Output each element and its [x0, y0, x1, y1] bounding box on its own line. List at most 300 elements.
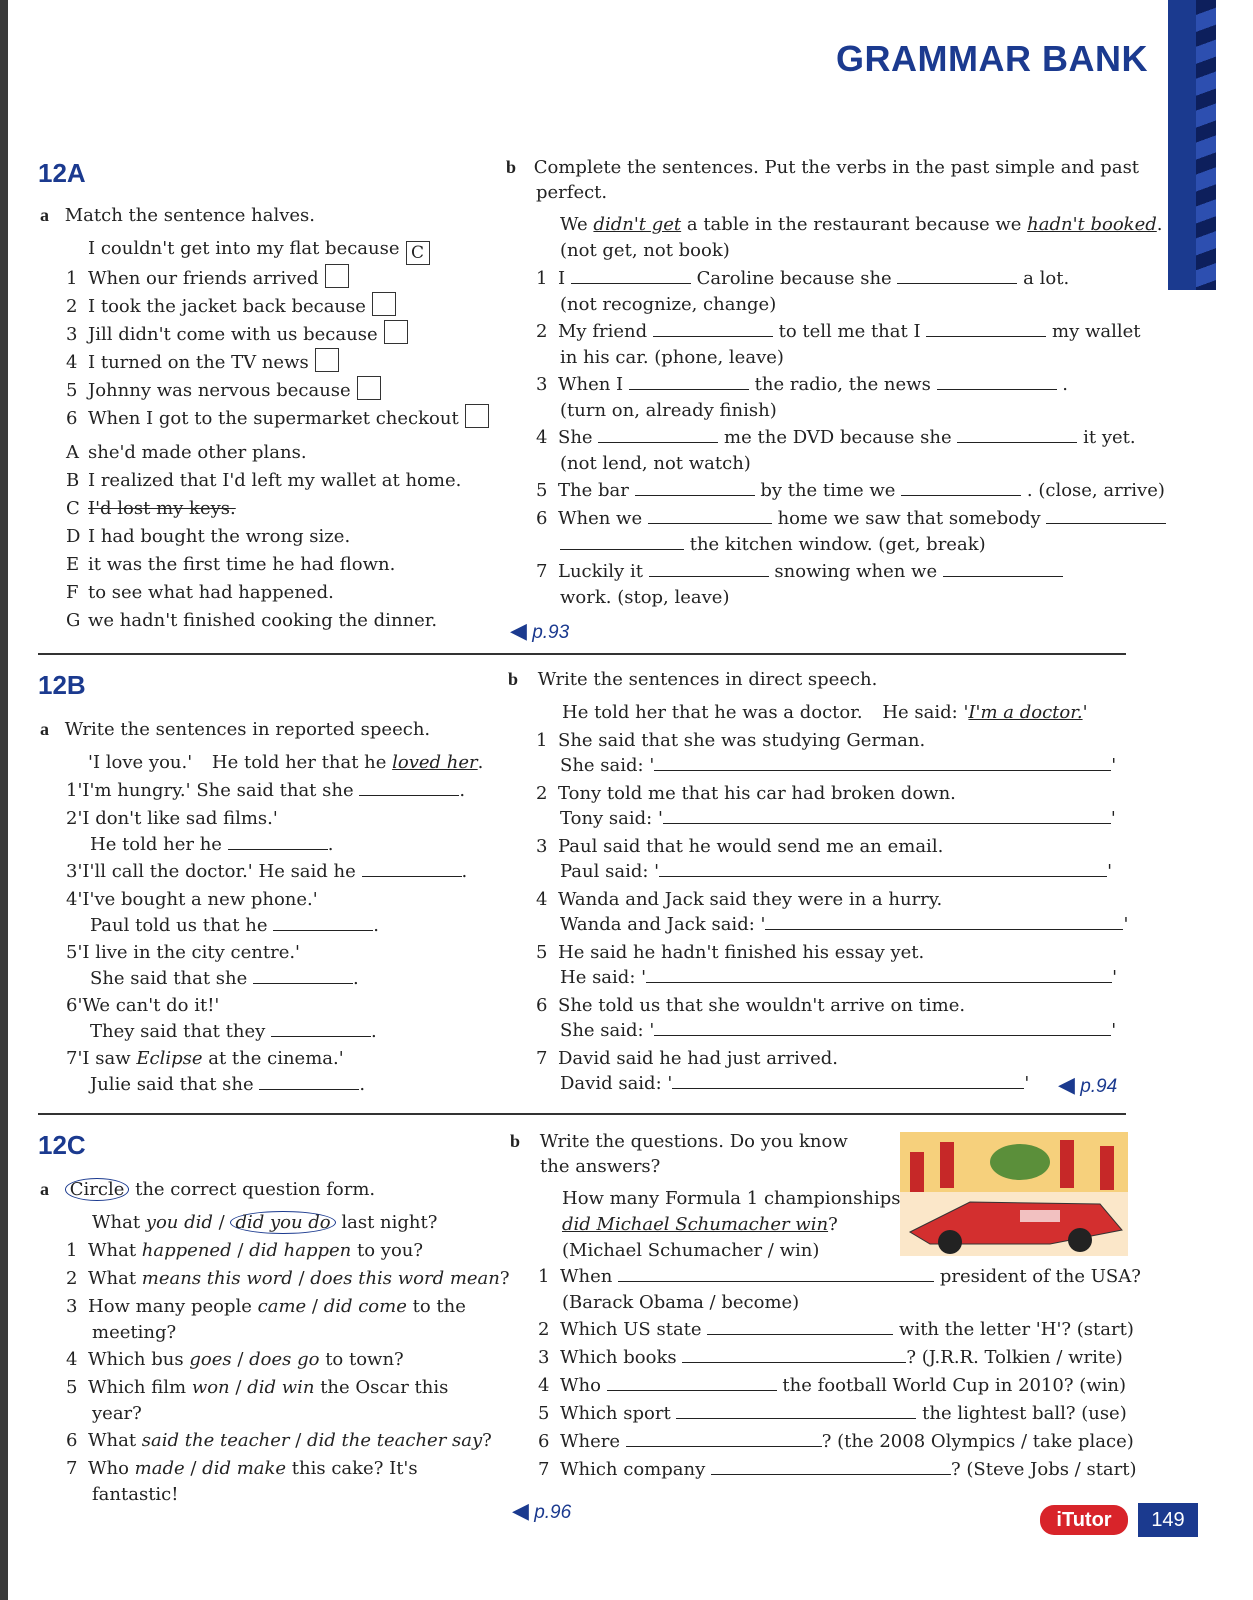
example-part: .	[1156, 214, 1163, 235]
item-text: What	[88, 1240, 137, 1261]
item-text: ?	[499, 1268, 510, 1289]
option-1: you did	[145, 1212, 213, 1233]
list-item	[536, 940, 924, 966]
item-text: How many people	[88, 1296, 252, 1317]
item-text: to you?	[356, 1240, 424, 1261]
answer-box[interactable]	[372, 292, 396, 316]
item-hint: (turn on, already finish)	[560, 400, 777, 421]
item-sentence: Wanda and Jack said they were in a hurry.	[558, 889, 943, 910]
item-text: He said he	[258, 861, 356, 882]
quote: 'I don't like sad films.'	[77, 808, 278, 829]
item-number: 7	[538, 1459, 550, 1480]
example-part: ?	[828, 1214, 838, 1235]
item-prompt: He said: '	[560, 967, 647, 988]
answer-blank[interactable]	[359, 779, 459, 796]
list-item: 5 Which film won / did win the Oscar this	[66, 1375, 448, 1401]
list-item	[536, 478, 1165, 504]
option-text: she'd made other plans.	[88, 442, 307, 463]
option-1[interactable]: made	[134, 1458, 185, 1479]
instruction-text: the correct question form.	[135, 1179, 376, 1200]
list-item: 1 What happened / did happen to you?	[66, 1238, 423, 1264]
circle-word: Circle	[65, 1178, 130, 1201]
option-1[interactable]: means this word	[141, 1268, 293, 1289]
answer-blank[interactable]	[629, 373, 749, 390]
list-item	[66, 806, 278, 832]
list-item	[538, 1401, 1127, 1427]
back-arrow-icon: ◀	[512, 1498, 529, 1523]
option-1[interactable]: said the teacher	[141, 1430, 290, 1451]
answer-blank[interactable]	[607, 1374, 777, 1391]
answer-box[interactable]	[325, 264, 349, 288]
list-item	[536, 728, 925, 754]
item-number: 3	[66, 324, 78, 345]
item-hint: in his car. (phone, leave)	[560, 347, 784, 368]
item-text: the Oscar this	[320, 1377, 449, 1398]
item-number: 1	[536, 730, 548, 751]
list-item	[536, 319, 1141, 345]
closing-quote: '	[1111, 755, 1117, 776]
answer-blank[interactable]	[937, 373, 1057, 390]
option-2[interactable]: did make	[202, 1458, 287, 1479]
answer-blank[interactable]	[711, 1458, 951, 1475]
exercise-label: a	[40, 1179, 49, 1199]
answer-blank[interactable]	[271, 1020, 371, 1037]
example-answer: loved her	[392, 752, 478, 773]
item-text: Where	[560, 1431, 621, 1452]
answer-box[interactable]	[315, 348, 339, 372]
option-letter: B	[66, 470, 80, 491]
answer-box[interactable]: C	[406, 241, 430, 265]
item-number: 5	[66, 942, 78, 963]
section-title-12a: 12A	[38, 158, 86, 188]
item-text: When I got to the supermarket checkout	[88, 408, 459, 429]
reference-text: p.96	[534, 1502, 572, 1523]
item-text: What	[88, 1430, 137, 1451]
option-1[interactable]: happened	[141, 1240, 232, 1261]
answer-blank[interactable]	[635, 479, 755, 496]
example-answer: hadn't booked	[1027, 214, 1157, 235]
list-item	[66, 524, 350, 550]
item-text-cont: meeting?	[92, 1322, 177, 1343]
list-item	[66, 264, 349, 292]
option-letter: F	[66, 582, 79, 603]
item-text: The bar	[558, 480, 629, 501]
answer-blank[interactable]	[654, 754, 1111, 771]
exercise-label: b	[508, 669, 519, 689]
answer-blank[interactable]	[659, 860, 1107, 877]
item-number: 6	[538, 1431, 550, 1452]
item-sentence: She said that she was studying German.	[558, 730, 926, 751]
answer-blank[interactable]	[663, 807, 1111, 824]
quote: 'I saw	[77, 1048, 137, 1069]
option-letter: A	[66, 442, 79, 463]
exercise-12c-a-example: What you did / did you do last night?	[92, 1212, 438, 1233]
answer-blank[interactable]	[228, 833, 328, 850]
item-text-cont: year?	[92, 1403, 142, 1424]
list-item	[66, 993, 219, 1019]
item-text: home we saw that somebody	[777, 508, 1041, 529]
list-item	[66, 608, 437, 634]
closing-quote: '	[1110, 808, 1116, 829]
item-text: When I	[558, 374, 624, 395]
quote: 'I'll call the doctor.'	[77, 861, 253, 882]
item-text: When we	[558, 508, 643, 529]
list-item: 6 What said the teacher / did the teacher say?	[66, 1428, 492, 1454]
formula1-illustration	[900, 1132, 1128, 1256]
section-divider	[38, 1113, 1126, 1115]
item-number: 5	[536, 480, 548, 501]
item-text: . (close, arrive)	[1026, 480, 1165, 501]
item-text: my wallet	[1052, 321, 1141, 342]
itutor-badge[interactable]: iTutor	[1040, 1505, 1128, 1535]
example-answer: didn't get	[593, 214, 682, 235]
item-text: Which bus	[88, 1349, 184, 1370]
quote: 'I live in the city centre.'	[77, 942, 301, 963]
item-text: I turned on the TV news	[88, 352, 309, 373]
option-1[interactable]: won	[191, 1377, 230, 1398]
list-item	[560, 912, 1128, 938]
item-text: a lot.	[1023, 268, 1070, 289]
list-item	[66, 348, 339, 376]
list-item	[562, 1290, 799, 1316]
option-2[interactable]: did happen	[249, 1240, 352, 1261]
quote: 'I'm hungry.'	[77, 780, 191, 801]
list-item	[536, 1046, 838, 1072]
list-item	[560, 532, 986, 558]
instruction-text: Write the questions. Do you know	[539, 1131, 848, 1152]
item-number: 4	[66, 1349, 78, 1370]
item-text: with the letter 'H'? (start)	[899, 1319, 1134, 1340]
answer-blank[interactable]	[957, 426, 1077, 443]
item-text: She	[558, 427, 593, 448]
option-text: it was the first time he had flown.	[88, 554, 396, 575]
list-item	[560, 859, 1112, 885]
option-1[interactable]: goes	[189, 1349, 232, 1370]
page-reference-12a[interactable]	[510, 618, 569, 644]
item-prompt: David said: '	[560, 1073, 673, 1094]
item-text: to town?	[325, 1349, 404, 1370]
option-2-circled: did you do	[230, 1211, 335, 1234]
item-number: 1	[66, 268, 78, 289]
answer-blank[interactable]	[654, 1019, 1111, 1036]
answer-blank[interactable]	[676, 1402, 916, 1419]
list-item: 4 Which bus goes / does go to town?	[66, 1347, 404, 1373]
exercise-12b-a-example	[88, 750, 483, 776]
item-number: 4	[536, 889, 548, 910]
list-item	[536, 781, 956, 807]
example-text: I couldn't get into my flat because	[88, 238, 400, 259]
list-item	[92, 1482, 179, 1508]
reference-text: p.94	[1080, 1076, 1118, 1097]
item-text: He told her he	[90, 834, 222, 855]
item-prompt: She said: '	[560, 755, 655, 776]
item-sentence: She told us that she wouldn't arrive on time.	[558, 995, 966, 1016]
list-item	[560, 451, 751, 477]
example-part: He told her that he was a doctor.	[562, 702, 863, 723]
item-prompt: Wanda and Jack said: '	[560, 914, 766, 935]
answer-blank[interactable]	[765, 913, 1123, 930]
list-item	[538, 1373, 1126, 1399]
list-item: They said that they .	[90, 1021, 377, 1042]
answer-blank[interactable]	[897, 267, 1017, 284]
item-text: by the time we	[760, 480, 896, 501]
item-text: I took the jacket back because	[88, 296, 366, 317]
option-text: I'd lost my keys.	[88, 498, 236, 519]
item-text: Which sport	[560, 1403, 671, 1424]
item-text: Caroline because she	[696, 268, 892, 289]
item-number: 6	[66, 1430, 78, 1451]
answer-blank[interactable]	[362, 860, 462, 877]
item-number: 2	[66, 1268, 78, 1289]
option-2[interactable]: did win	[247, 1377, 315, 1398]
closing-quote: '	[1024, 1073, 1030, 1094]
exercise-label: b	[510, 1131, 521, 1151]
example-answer: I'm a doctor.	[968, 702, 1083, 723]
item-text: president of the USA?	[939, 1266, 1141, 1287]
option-letter: G	[66, 610, 81, 631]
answer-box[interactable]	[465, 404, 489, 428]
answer-blank[interactable]	[571, 267, 691, 284]
item-number: 5	[66, 380, 78, 401]
list-item	[560, 1071, 1029, 1097]
answer-blank[interactable]	[253, 967, 353, 984]
option-2[interactable]: does this word mean	[310, 1268, 500, 1289]
item-number: 6	[536, 995, 548, 1016]
item-sentence: Tony told me that his car had broken down.	[558, 783, 956, 804]
instruction-text: Write the sentences in direct speech.	[537, 669, 878, 690]
item-number: 3	[536, 374, 548, 395]
item-text: She said that she	[90, 968, 248, 989]
item-number: 3	[538, 1347, 550, 1368]
answer-blank[interactable]	[646, 966, 1112, 983]
list-item	[66, 376, 381, 404]
page-reference-12c[interactable]	[512, 1498, 571, 1524]
list-item	[92, 1320, 176, 1346]
item-text: Which books	[560, 1347, 677, 1368]
exercise-12b-a-instruction	[40, 716, 430, 743]
list-item: 1'I'm hungry.' She said that she .	[66, 780, 466, 801]
exercise-12c-b-example-answer	[562, 1212, 838, 1238]
list-item	[560, 753, 1116, 779]
answer-blank[interactable]	[682, 1346, 906, 1363]
closing-quote: '	[1107, 861, 1113, 882]
item-number: 2	[536, 783, 548, 804]
list-item	[66, 292, 396, 320]
option-text: to see what had happened.	[88, 582, 334, 603]
item-number: 7	[66, 1458, 78, 1479]
item-sentence: David said he had just arrived.	[558, 1048, 838, 1069]
list-item: Julie said that she .	[90, 1074, 366, 1095]
instruction-text: Match the sentence halves.	[64, 205, 316, 226]
item-text-cont: fantastic!	[92, 1484, 179, 1505]
list-item	[536, 993, 965, 1019]
list-item: Paul told us that he .	[90, 915, 379, 936]
item-number: 3	[66, 861, 78, 882]
answer-blank[interactable]	[273, 914, 373, 931]
item-number: 5	[536, 942, 548, 963]
list-item	[560, 292, 776, 318]
option-1[interactable]: came	[257, 1296, 307, 1317]
answer-blank[interactable]	[618, 1265, 934, 1282]
item-number: 2	[66, 808, 78, 829]
example-part: a table in the restaurant because we	[686, 214, 1022, 235]
option-2[interactable]: did the teacher say	[307, 1430, 483, 1451]
list-item	[536, 887, 942, 913]
answer-blank[interactable]	[707, 1318, 893, 1335]
item-number: 6	[536, 508, 548, 529]
list-item	[92, 1401, 142, 1427]
answer-blank[interactable]	[560, 533, 684, 550]
page-reference-12b[interactable]	[1058, 1072, 1117, 1098]
item-number: 7	[66, 1048, 78, 1069]
item-number: 3	[66, 1296, 78, 1317]
closing-quote: '	[1111, 1020, 1117, 1041]
example-part: '	[1082, 702, 1088, 723]
list-item	[66, 887, 318, 913]
item-sentence: He said he hadn't finished his essay yet.	[558, 942, 925, 963]
option-letter: E	[66, 554, 80, 575]
quote: at the cinema.'	[202, 1048, 344, 1069]
item-text: Luckily it	[558, 561, 643, 582]
instruction-text-cont: perfect.	[536, 182, 608, 203]
item-number: 1	[536, 268, 548, 289]
list-item	[560, 345, 784, 371]
list-item	[66, 1046, 344, 1072]
answer-box[interactable]	[357, 376, 381, 400]
list-item: He told her he .	[90, 834, 334, 855]
item-prompt: Tony said: '	[560, 808, 663, 829]
exercise-12a-b-instruction	[506, 154, 1139, 181]
answer-blank[interactable]	[943, 560, 1063, 577]
option-text: we hadn't finished cooking the dinner.	[88, 610, 438, 631]
example-part: last night?	[341, 1212, 438, 1233]
item-text: it yet.	[1083, 427, 1136, 448]
answer-blank[interactable]	[901, 479, 1021, 496]
example-part: We	[560, 214, 588, 235]
item-text: ? (Steve Jobs / start)	[950, 1459, 1137, 1480]
example-part: .	[477, 752, 484, 773]
list-item	[560, 398, 777, 424]
answer-blank[interactable]	[926, 320, 1046, 337]
item-number: 4	[538, 1375, 550, 1396]
section-divider	[38, 653, 1126, 655]
option-2[interactable]: did come	[323, 1296, 407, 1317]
answer-blank[interactable]	[598, 426, 718, 443]
back-arrow-icon: ◀	[510, 618, 527, 643]
item-number: 5	[66, 1377, 78, 1398]
item-text: ? (the 2008 Olympics / take place)	[821, 1431, 1134, 1452]
item-text: Julie said that she	[90, 1074, 254, 1095]
section-title-12c: 12C	[38, 1130, 86, 1160]
item-number: 1	[66, 1240, 78, 1261]
option-2[interactable]: does go	[249, 1349, 320, 1370]
reference-text: p.93	[532, 622, 570, 643]
item-text: I	[558, 268, 566, 289]
item-text: the football World Cup in 2010? (win)	[782, 1375, 1127, 1396]
answer-blank[interactable]	[672, 1072, 1024, 1089]
list-item	[536, 266, 1069, 292]
item-text: When our friends arrived	[88, 268, 319, 289]
item-text: Jill didn't come with us because	[88, 324, 378, 345]
item-prompt: Paul said: '	[560, 861, 660, 882]
list-item: 3'I'll call the doctor.' He said he .	[66, 861, 468, 882]
page-edge	[0, 0, 8, 1600]
list-item	[538, 1264, 1141, 1290]
list-item	[560, 1018, 1116, 1044]
item-hint: (not recognize, change)	[560, 294, 777, 315]
list-item	[538, 1345, 1123, 1371]
list-item	[538, 1429, 1134, 1455]
item-text: me the DVD because she	[724, 427, 952, 448]
answer-blank[interactable]	[1046, 507, 1166, 524]
item-number: 2	[538, 1319, 550, 1340]
answer-blank[interactable]	[649, 560, 769, 577]
list-item	[66, 468, 461, 494]
list-item	[560, 965, 1117, 991]
list-item: She said that she .	[90, 968, 359, 989]
item-text: ?	[482, 1430, 492, 1451]
quote: 'We can't do it!'	[77, 995, 220, 1016]
list-item	[560, 585, 729, 611]
example-part: He said: '	[882, 702, 969, 723]
item-number: 4	[536, 427, 548, 448]
item-text: Who	[560, 1375, 601, 1396]
item-number: 6	[66, 995, 78, 1016]
item-number: 4	[66, 889, 78, 910]
closing-quote: '	[1112, 967, 1118, 988]
item-text: They said that they	[90, 1021, 266, 1042]
item-text: the radio, the news	[754, 374, 931, 395]
item-number: 6	[66, 408, 78, 429]
quote: 'I've bought a new phone.'	[77, 889, 318, 910]
exercise-label: b	[506, 157, 517, 177]
item-text: My friend	[558, 321, 648, 342]
list-item	[66, 496, 236, 522]
list-item	[66, 580, 334, 606]
item-number: 3	[536, 836, 548, 857]
list-item	[536, 559, 1063, 585]
item-number: 7	[536, 561, 548, 582]
item-prompt: She said: '	[560, 1020, 655, 1041]
item-text: When	[560, 1266, 613, 1287]
page-title: GRAMMAR BANK	[836, 38, 1148, 79]
item-hint: the kitchen window. (get, break)	[689, 534, 986, 555]
item-hint: (not lend, not watch)	[560, 453, 751, 474]
sidebar-stripes	[1196, 0, 1216, 290]
item-number: 2	[66, 296, 78, 317]
item-text: to tell me that I	[778, 321, 921, 342]
item-text: Which US state	[560, 1319, 702, 1340]
example-hint: (not get, not book)	[560, 240, 730, 261]
list-item	[536, 425, 1136, 451]
answer-blank[interactable]	[653, 320, 773, 337]
example-answer: did Michael Schumacher win	[562, 1214, 829, 1235]
option-text: I had bought the wrong size.	[88, 526, 351, 547]
instruction-text-cont: the answers?	[540, 1156, 661, 1177]
list-item	[538, 1317, 1134, 1343]
list-item	[560, 806, 1116, 832]
exercise-12a-a-example	[88, 236, 430, 265]
answer-box[interactable]	[384, 320, 408, 344]
instruction-text: Write the sentences in reported speech.	[64, 719, 431, 740]
back-arrow-icon: ◀	[1058, 1072, 1075, 1097]
item-text: ? (J.R.R. Tolkien / write)	[906, 1347, 1123, 1368]
answer-blank[interactable]	[626, 1430, 822, 1447]
list-item	[66, 440, 307, 466]
item-text: the lightest ball? (use)	[922, 1403, 1127, 1424]
answer-blank[interactable]	[648, 507, 772, 524]
answer-blank[interactable]	[259, 1073, 359, 1090]
